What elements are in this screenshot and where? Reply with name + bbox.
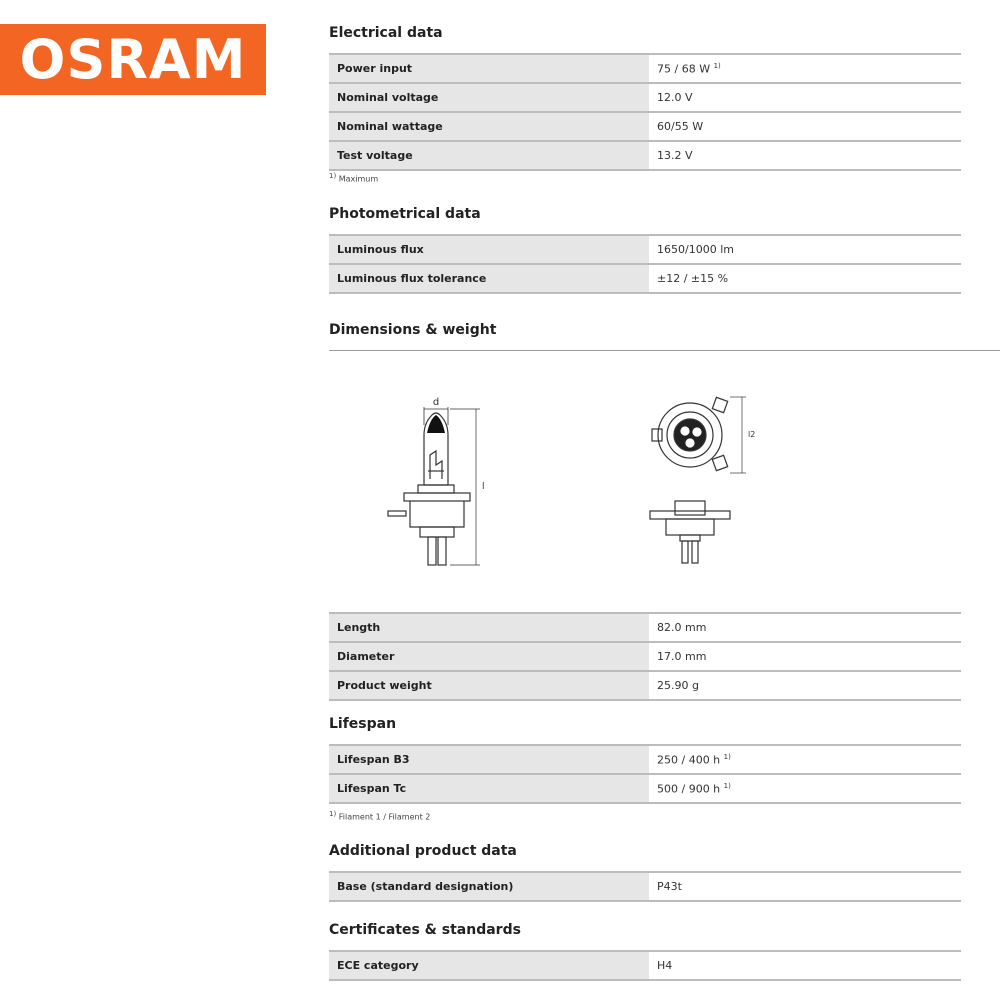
row-label: Power input <box>329 54 649 83</box>
osram-logo <box>0 24 266 95</box>
certificates-heading: Certificates & standards <box>329 922 521 938</box>
row-value: 75 / 68 W $^{1)}$ <box>649 54 961 83</box>
row-label: Diameter <box>329 642 649 671</box>
bulb-side-view <box>388 407 470 565</box>
row-label: Nominal wattage <box>329 112 649 141</box>
lifespan-heading: Lifespan <box>329 716 397 732</box>
additional-heading: Additional product data <box>329 843 517 859</box>
row-value: 17.0 mm <box>649 642 961 671</box>
photometrical-heading: Photometrical data <box>329 206 481 222</box>
row-label: Base (standard designation) <box>329 872 649 901</box>
electrical-heading: Electrical data <box>329 25 443 41</box>
table-row <box>329 642 961 671</box>
table-row <box>329 112 961 141</box>
row-value: 60/55 W <box>649 112 961 141</box>
table-row <box>329 264 961 293</box>
dimension-label-l2: l2 <box>748 430 756 439</box>
row-label: Lifespan Tc <box>329 774 649 803</box>
additional-table <box>329 871 961 902</box>
row-value: 13.2 V <box>649 141 961 170</box>
electrical-table <box>329 53 961 171</box>
dimension-label-d: d <box>432 397 440 408</box>
row-label: ECE category <box>329 951 649 980</box>
row-value: 82.0 mm <box>649 613 961 642</box>
row-value: P43t <box>649 872 961 901</box>
dimensions-heading: Dimensions & weight <box>329 322 497 338</box>
row-label: Luminous flux tolerance <box>329 264 649 293</box>
table-row <box>329 141 961 170</box>
table-row <box>329 83 961 112</box>
table-row <box>329 671 961 700</box>
lifespan-table <box>329 744 961 804</box>
row-value: 500 / 900 h $^{1)}$ <box>649 774 961 803</box>
table-row <box>329 613 961 642</box>
lifespan-footnote: $^{1)}$ Filament 1 / Filament 2 <box>329 810 431 822</box>
dimensions-table <box>329 612 961 701</box>
footnote-mark: 1) <box>723 781 731 790</box>
row-label: Length <box>329 613 649 642</box>
certificates-table <box>329 950 961 981</box>
row-value: 25.90 g <box>649 671 961 700</box>
table-row <box>329 951 961 980</box>
table-row <box>329 872 961 901</box>
row-label: Product weight <box>329 671 649 700</box>
table-row <box>329 774 961 803</box>
bulb-base-view <box>650 501 730 563</box>
footnote-mark: 1) <box>713 61 721 70</box>
table-row <box>329 235 961 264</box>
bulb-front-view <box>652 397 746 473</box>
photometrical-table <box>329 234 961 294</box>
brand-name: OSRAM <box>19 28 247 91</box>
electrical-footnote: $^{1)}$ Maximum <box>329 172 379 184</box>
row-value: H4 <box>649 951 961 980</box>
row-value: 250 / 400 h $^{1)}$ <box>649 745 961 774</box>
row-label: Lifespan B3 <box>329 745 649 774</box>
bulb-dimension-drawing <box>380 385 780 575</box>
row-value: 12.0 V <box>649 83 961 112</box>
row-value: ±12 / ±15 % <box>649 264 961 293</box>
row-label: Nominal voltage <box>329 83 649 112</box>
section-divider <box>329 350 1000 351</box>
table-row <box>329 745 961 774</box>
row-value: 1650/1000 lm <box>649 235 961 264</box>
table-row <box>329 54 961 83</box>
row-label: Test voltage <box>329 141 649 170</box>
footnote-mark: 1) <box>723 752 731 761</box>
dimension-label-l: l <box>482 482 485 492</box>
row-label: Luminous flux <box>329 235 649 264</box>
